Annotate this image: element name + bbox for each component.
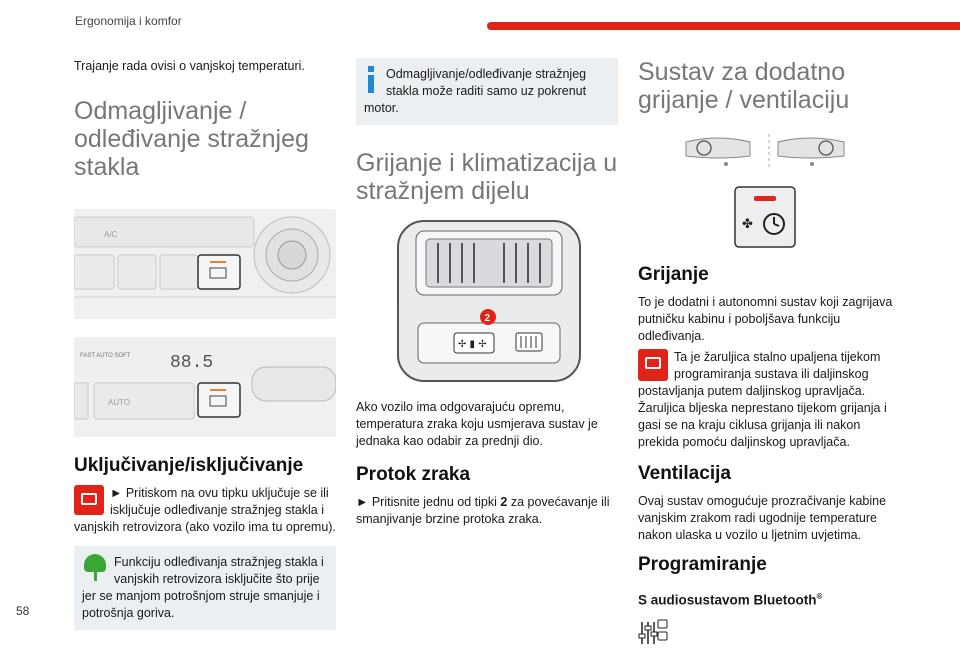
programming-heading: Programiranje	[638, 554, 767, 575]
svg-text:✢ ▮ ✢: ✢ ▮ ✢	[458, 339, 487, 350]
settings-sliders-icon	[638, 618, 668, 646]
ac-label: A/C	[104, 230, 118, 239]
eco-note	[74, 546, 336, 630]
intro-text: Trajanje rada ovisi o vanjskoj temperaturi.	[74, 59, 305, 73]
bluetooth-subheading: S audiosustavom Bluetooth®	[638, 592, 823, 608]
column-3	[638, 58, 904, 646]
onoff-text: ► Pritiskom na ovu tipku uključuje se ili isključuje odleđivanje stražnjeg stakla i vanjskih retrovizora (ako vozilo ima tu opremu).	[74, 486, 336, 534]
header-accent-bar	[487, 22, 960, 30]
callout-2-label: 2	[484, 313, 491, 324]
heating-heading: Grijanje	[638, 264, 709, 285]
dashboard-panel-1	[74, 209, 336, 319]
onoff-heading: Uključivanje/isključivanje	[74, 455, 304, 476]
airflow-text: ► Pritisnite jednu od tipki 2 za povećavanje ili smanjivanje brzine protoka zraka.	[356, 495, 610, 526]
ventilation-text: Ovaj sustav omogućuje prozračivanje kabine vanjskim zrakom radi ugodnije temperature nakon ulaska u vozilo u ljetnim uvjetima.	[638, 494, 887, 542]
info-note	[356, 58, 618, 125]
rear-climate-title: Grijanje i klimatizacija u stražnjem dijelu	[356, 149, 618, 205]
eco-leaf-icon	[82, 554, 108, 582]
lamp-text: Ta je žaruljica stalno upaljena tijekom programiranja sustava ili daljinskog postavljanja putem daljinskog upravljača. Žaruljica bljeska neprestano tijekom grijanja i gasi se na kraju ciklusa grijanja ili nakon prekida pomoću daljinskog upravljača.	[638, 350, 887, 449]
column-1	[74, 58, 336, 630]
temperature-display: 88.5	[170, 353, 214, 373]
dashboard-panel-2-illustration	[74, 337, 336, 437]
ventilation-heading: Ventilacija	[638, 463, 731, 484]
section-header: Ergonomija i komfor	[75, 14, 182, 28]
airflow-heading: Protok zraka	[356, 464, 471, 485]
aux-heating-title: Sustav za dodatno grijanje / ventilaciju	[638, 58, 850, 114]
eco-note-text: Funkciju odleđivanja stražnjeg stakla i vanjskih retrovizora isključite što prije jer se manjom potrošnjom struje smanjuje i potrošnja goriva.	[82, 555, 324, 620]
column-2	[356, 58, 618, 536]
rear-defrost-title: Odmagljivanje / odleđivanje stražnjeg stakla	[74, 97, 309, 181]
dashboard-lhd-rhd-illustration	[638, 130, 904, 170]
dashboard-panel-2	[74, 337, 336, 437]
svg-text:✤: ✤	[742, 217, 753, 232]
info-icon	[364, 66, 378, 94]
page-number: 58	[16, 604, 30, 618]
rear-vent-illustration	[394, 219, 584, 385]
heating-text: To je dodatni i autonomni sustav koji zagrijava putničku kabinu i poboljšava funkciju odleđivanja.	[638, 295, 893, 343]
rear-defrost-icon	[74, 485, 104, 515]
fast-auto-soft-label: FAST AUTO SOFT	[80, 353, 131, 359]
auto-label: AUTO	[108, 398, 131, 407]
aux-heating-lamp-icon	[638, 349, 668, 381]
dashboard-panel-1-illustration	[74, 209, 336, 319]
aux-heating-switch-illustration	[734, 186, 796, 248]
rear-climate-desc: Ako vozilo ima odgovarajuću opremu, temperatura zraka koju usmjerava sustav je jednaka kao odabir za prednji dio.	[356, 400, 598, 448]
info-note-text: Odmagljivanje/odleđivanje stražnjeg stakla može raditi samo uz pokrenut motor.	[364, 67, 587, 115]
